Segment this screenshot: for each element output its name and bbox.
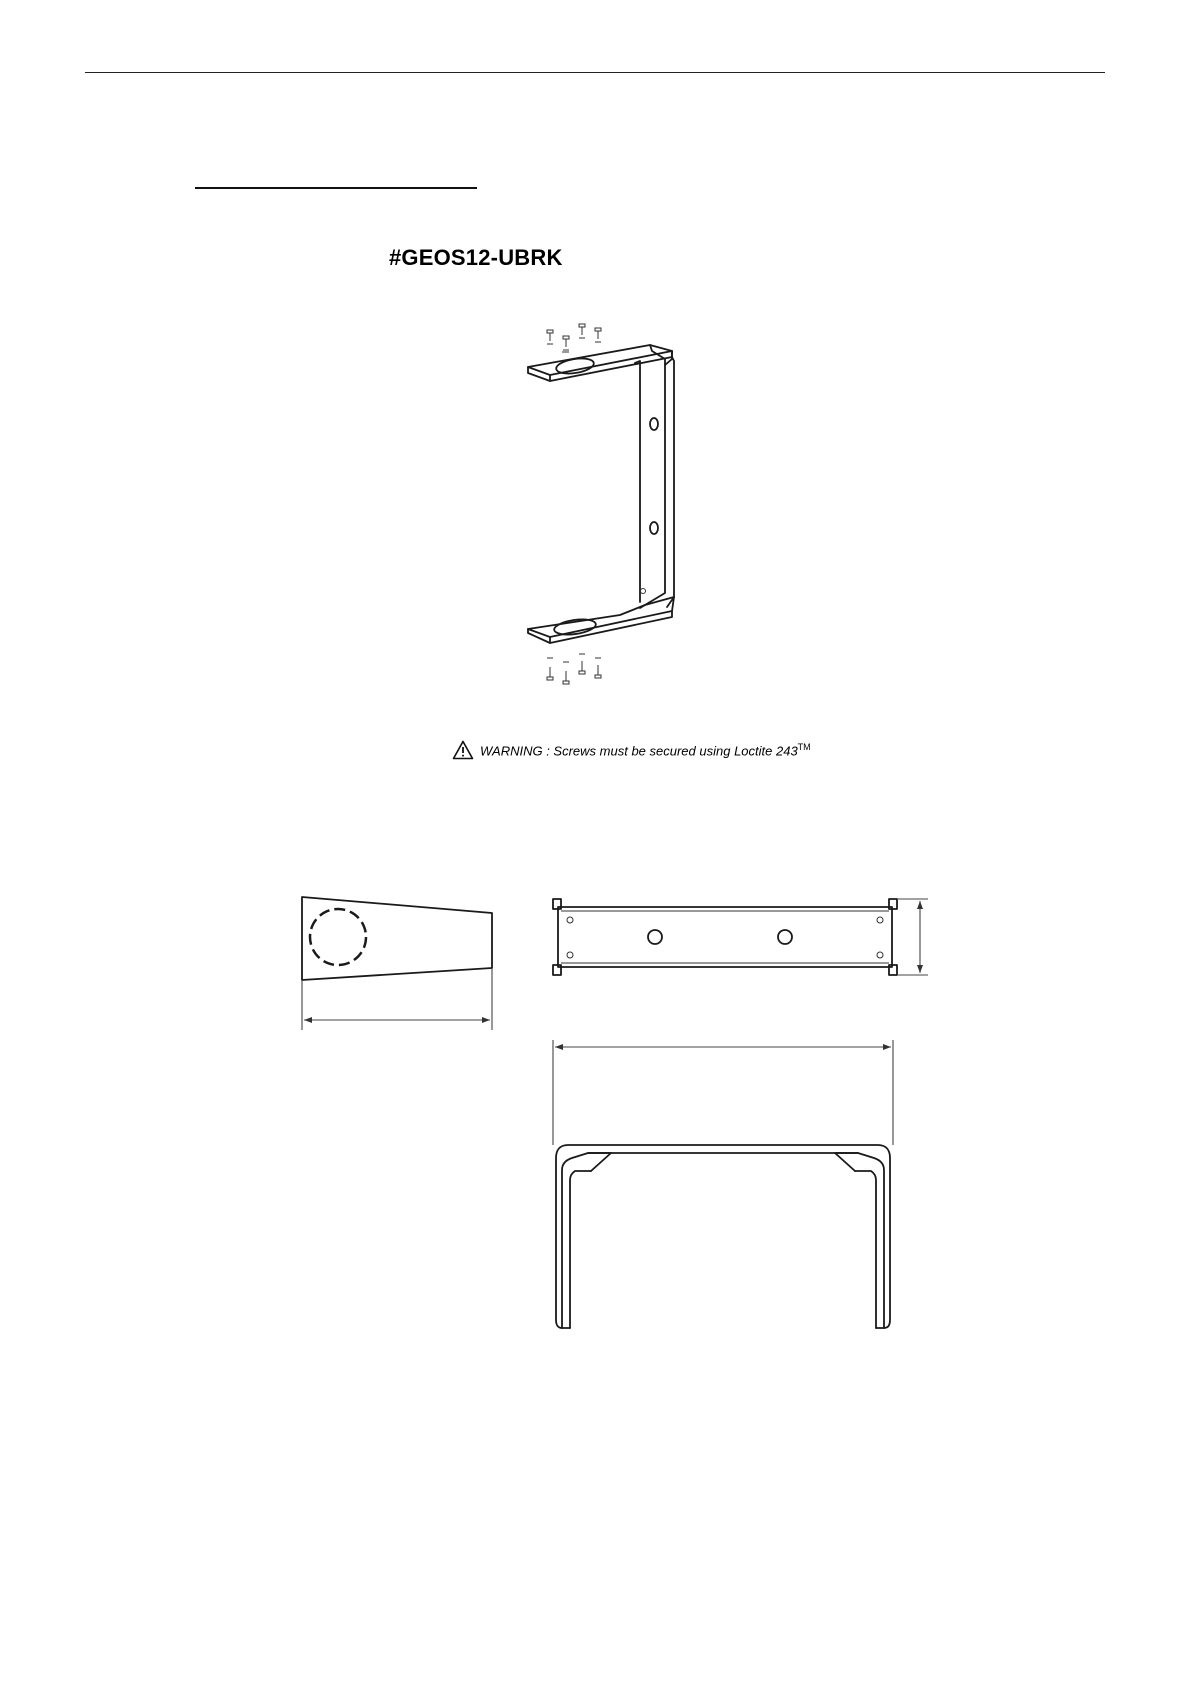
warning-text: WARNING : Screws must be secured using Loctite 243	[480, 743, 798, 759]
top-screws	[547, 324, 601, 352]
section-heading-underline	[195, 187, 477, 189]
warning-note	[452, 740, 811, 760]
front-view-drawing	[548, 1040, 898, 1340]
bottom-screws	[547, 654, 601, 684]
bracket-isometric-illustration	[520, 315, 700, 710]
side-view-drawing	[300, 895, 500, 1030]
header-rule	[85, 72, 1105, 73]
top-view-drawing	[550, 895, 930, 995]
warning-triangle-icon	[452, 740, 474, 760]
product-code: #GEOS12-UBRK	[389, 245, 563, 270]
trademark-mark: TM	[797, 741, 811, 752]
